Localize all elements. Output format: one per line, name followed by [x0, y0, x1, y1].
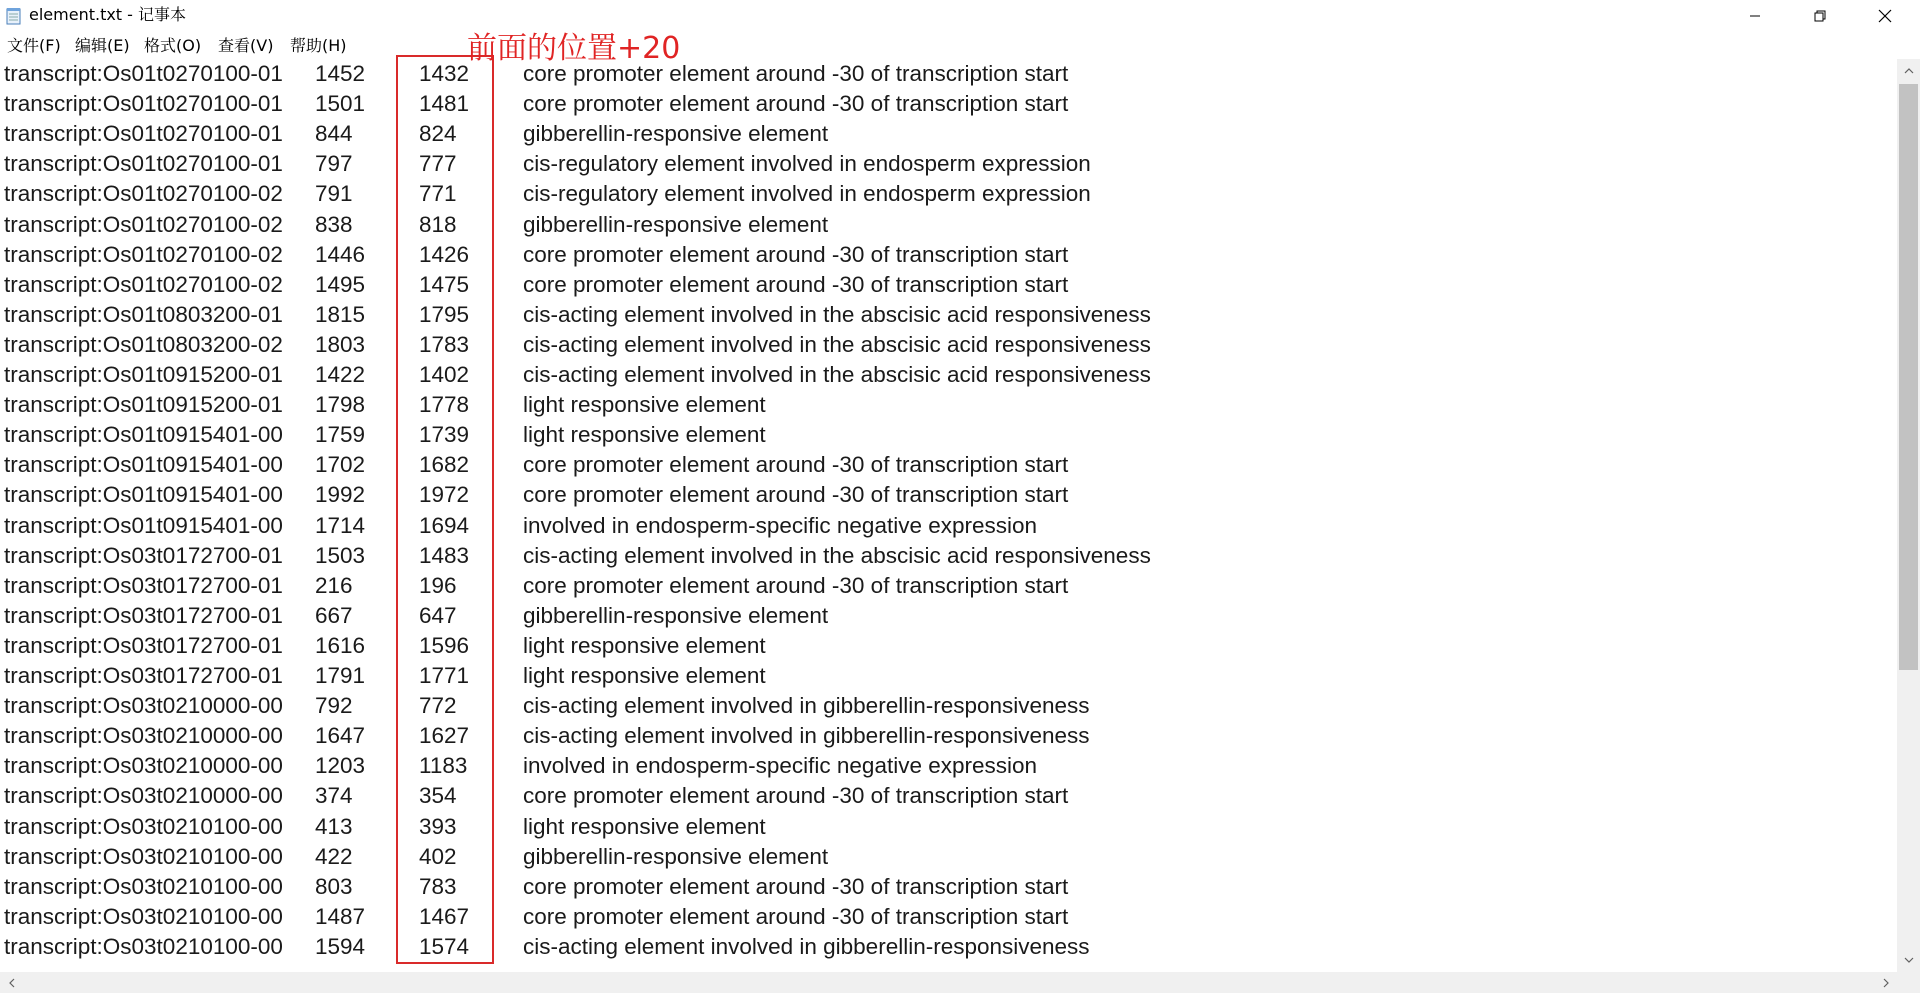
new-position-value: 402 — [419, 843, 457, 869]
transcript-id: transcript:Os03t0172700-01 — [4, 632, 283, 658]
element-description: light responsive element — [523, 663, 766, 688]
scroll-right-arrow-icon[interactable] — [1874, 972, 1897, 993]
transcript-id: transcript:Os01t0270100-02 — [4, 181, 283, 207]
minimize-icon — [1749, 10, 1761, 22]
text-line — [0, 300, 1897, 330]
text-line — [0, 751, 1897, 781]
position-value: 374 — [315, 783, 353, 809]
position-value: 1992 — [315, 482, 366, 508]
position-value: 1616 — [315, 632, 366, 658]
text-line — [0, 450, 1897, 480]
maximize-button[interactable] — [1788, 0, 1852, 31]
transcript-id: transcript:Os03t0210100-00 — [4, 843, 283, 869]
menu-format[interactable]: 格式(O) — [144, 36, 202, 55]
transcript-id: transcript:Os03t0172700-01 — [4, 542, 283, 568]
new-position-value: 354 — [419, 783, 457, 809]
new-position-value: 1783 — [419, 331, 470, 357]
new-position-value: 1795 — [419, 301, 470, 327]
scroll-down-arrow-icon[interactable] — [1897, 950, 1920, 970]
element-description: core promoter element around -30 of transcription start — [523, 873, 1069, 899]
text-line — [0, 270, 1897, 300]
position-value: 1487 — [315, 903, 366, 929]
new-position-value: 1739 — [419, 422, 470, 448]
position-value: 1446 — [315, 241, 366, 267]
text-line — [0, 842, 1897, 872]
text-editor-area[interactable] — [0, 59, 1897, 972]
text-line — [0, 179, 1897, 209]
window-title: element.txt - 记事本 — [29, 5, 187, 24]
text-line — [0, 330, 1897, 360]
scroll-left-arrow-icon[interactable] — [0, 972, 23, 993]
text-line — [0, 511, 1897, 541]
new-position-value: 824 — [419, 121, 457, 147]
position-value: 792 — [315, 693, 353, 719]
new-position-value: 1694 — [419, 512, 470, 538]
text-line — [0, 360, 1897, 390]
new-position-value: 1778 — [419, 392, 470, 418]
element-description: gibberellin-responsive element — [523, 121, 829, 147]
element-description: light responsive element — [523, 422, 766, 448]
new-position-value: 196 — [419, 572, 457, 598]
new-position-value: 647 — [419, 602, 457, 628]
position-value: 1759 — [315, 422, 366, 448]
transcript-id: transcript:Os01t0270100-02 — [4, 241, 283, 267]
vertical-scroll-thumb[interactable] — [1899, 84, 1918, 670]
new-position-value: 1432 — [419, 61, 470, 86]
transcript-id: transcript:Os03t0210100-00 — [4, 903, 283, 929]
position-value: 422 — [315, 843, 353, 869]
new-position-value: 1627 — [419, 723, 470, 749]
element-description: gibberellin-responsive element — [523, 602, 829, 628]
text-line — [0, 571, 1897, 601]
position-value: 1594 — [315, 933, 366, 959]
text-line — [0, 541, 1897, 571]
new-position-value: 772 — [419, 693, 457, 719]
element-description: cis-acting element involved in the abscisic acid responsiveness — [523, 362, 1151, 387]
close-icon — [1878, 9, 1892, 23]
element-description: cis-acting element involved in gibberellin-responsiveness — [523, 723, 1090, 749]
element-description: core promoter element around -30 of transcription start — [523, 91, 1069, 117]
element-description: cis-acting element involved in the abscisic acid responsiveness — [523, 331, 1151, 357]
position-value: 1452 — [315, 61, 366, 86]
text-line — [0, 932, 1897, 962]
element-description: gibberellin-responsive element — [523, 843, 829, 869]
element-description: light responsive element — [523, 632, 766, 658]
new-position-value: 1402 — [419, 362, 470, 387]
text-line — [0, 781, 1897, 811]
position-value: 1495 — [315, 271, 366, 297]
new-position-value: 818 — [419, 211, 457, 237]
new-position-value: 1682 — [419, 452, 470, 478]
horizontal-scrollbar[interactable] — [0, 972, 1897, 993]
new-position-value: 1426 — [419, 241, 470, 267]
transcript-id: transcript:Os01t0915401-00 — [4, 422, 283, 448]
text-line — [0, 149, 1897, 179]
element-description: core promoter element around -30 of transcription start — [523, 903, 1069, 929]
transcript-id: transcript:Os03t0210000-00 — [4, 783, 283, 809]
position-value: 1647 — [315, 723, 366, 749]
position-value: 838 — [315, 211, 353, 237]
transcript-id: transcript:Os03t0210000-00 — [4, 723, 283, 749]
element-description: core promoter element around -30 of transcription start — [523, 241, 1069, 267]
menu-view[interactable]: 查看(V) — [218, 36, 274, 55]
scroll-up-arrow-icon[interactable] — [1897, 61, 1920, 81]
transcript-id: transcript:Os03t0172700-01 — [4, 572, 283, 598]
element-description: cis-acting element involved in the abscisic acid responsiveness — [523, 542, 1151, 568]
transcript-id: transcript:Os01t0915401-00 — [4, 452, 283, 478]
position-value: 791 — [315, 181, 353, 207]
transcript-id: transcript:Os03t0172700-01 — [4, 663, 283, 688]
transcript-id: transcript:Os03t0210100-00 — [4, 813, 283, 839]
position-value: 1702 — [315, 452, 366, 478]
new-position-value: 1574 — [419, 933, 470, 959]
position-value: 803 — [315, 873, 353, 899]
new-position-value: 777 — [419, 151, 457, 177]
element-description: involved in endosperm-specific negative expression — [523, 512, 1038, 538]
text-line — [0, 721, 1897, 751]
element-description: core promoter element around -30 of transcription start — [523, 572, 1069, 598]
transcript-id: transcript:Os01t0915401-00 — [4, 512, 283, 538]
element-description: core promoter element around -30 of transcription start — [523, 271, 1069, 297]
position-value: 216 — [315, 572, 353, 598]
transcript-id: transcript:Os01t0270100-01 — [4, 151, 283, 177]
restore-icon — [1814, 10, 1826, 22]
transcript-id: transcript:Os01t0915200-01 — [4, 392, 283, 418]
annotation-text: 前面的位置+20 — [467, 31, 681, 66]
text-line — [0, 691, 1897, 721]
element-description: core promoter element around -30 of transcription start — [523, 482, 1069, 508]
text-line — [0, 210, 1897, 240]
text-line — [0, 390, 1897, 420]
position-value: 797 — [315, 151, 353, 177]
new-position-value: 1483 — [419, 542, 470, 568]
position-value: 1501 — [315, 91, 366, 117]
transcript-id: transcript:Os01t0270100-01 — [4, 91, 283, 117]
position-value: 1503 — [315, 542, 366, 568]
transcript-id: transcript:Os01t0803200-02 — [4, 331, 283, 357]
transcript-id: transcript:Os01t0270100-02 — [4, 211, 283, 237]
transcript-id: transcript:Os01t0270100-01 — [4, 121, 283, 147]
position-value: 1815 — [315, 301, 366, 327]
transcript-id: transcript:Os01t0915401-00 — [4, 482, 283, 508]
transcript-id: transcript:Os03t0210100-00 — [4, 873, 283, 899]
position-value: 667 — [315, 602, 353, 628]
menu-edit[interactable]: 编辑(E) — [75, 36, 130, 55]
text-line — [0, 631, 1897, 661]
position-value: 844 — [315, 121, 353, 147]
element-description: light responsive element — [523, 392, 766, 418]
text-line — [0, 872, 1897, 902]
transcript-id: transcript:Os01t0270100-02 — [4, 271, 283, 297]
text-line — [0, 119, 1897, 149]
text-line — [0, 601, 1897, 631]
element-description: light responsive element — [523, 813, 766, 839]
new-position-value: 1475 — [419, 271, 470, 297]
position-value: 1803 — [315, 331, 366, 357]
text-line — [0, 812, 1897, 842]
element-description: gibberellin-responsive element — [523, 211, 829, 237]
transcript-id: transcript:Os03t0210000-00 — [4, 693, 283, 719]
text-line — [0, 89, 1897, 119]
element-description: cis-acting element involved in gibberellin-responsiveness — [523, 933, 1090, 959]
new-position-value: 393 — [419, 813, 457, 839]
transcript-id: transcript:Os01t0803200-01 — [4, 301, 283, 327]
transcript-id: transcript:Os03t0210000-00 — [4, 753, 283, 779]
new-position-value: 1183 — [419, 753, 468, 779]
new-position-value: 1972 — [419, 482, 470, 508]
element-description: core promoter element around -30 of transcription start — [523, 452, 1069, 478]
text-line — [0, 902, 1897, 932]
new-position-value: 783 — [419, 873, 457, 899]
title-bar — [0, 0, 1920, 31]
position-value: 1203 — [315, 753, 366, 779]
position-value: 1798 — [315, 392, 366, 418]
position-value: 1791 — [315, 663, 366, 688]
position-value: 413 — [315, 813, 353, 839]
text-line — [0, 240, 1897, 270]
notepad-icon — [6, 7, 22, 25]
element-description: involved in endosperm-specific negative expression — [523, 753, 1038, 779]
transcript-id: transcript:Os01t0270100-01 — [4, 61, 283, 86]
close-button[interactable] — [1853, 0, 1917, 31]
position-value: 1714 — [315, 512, 366, 538]
element-description: cis-acting element involved in gibberellin-responsiveness — [523, 693, 1090, 719]
text-line — [0, 480, 1897, 510]
element-description: core promoter element around -30 of transcription start — [523, 61, 1069, 86]
element-description: cis-acting element involved in the abscisic acid responsiveness — [523, 301, 1151, 327]
menu-help[interactable]: 帮助(H) — [290, 36, 347, 55]
new-position-value: 1771 — [419, 663, 470, 688]
element-description: core promoter element around -30 of transcription start — [523, 783, 1069, 809]
transcript-id: transcript:Os03t0210100-00 — [4, 933, 283, 959]
text-line — [0, 59, 1897, 89]
element-description: cis-regulatory element involved in endosperm expression — [523, 151, 1091, 177]
new-position-value: 1596 — [419, 632, 470, 658]
text-line — [0, 420, 1897, 450]
transcript-id: transcript:Os01t0915200-01 — [4, 362, 283, 387]
minimize-button[interactable] — [1723, 0, 1787, 31]
scrollbar-corner — [1897, 972, 1920, 993]
new-position-value: 1481 — [419, 91, 470, 117]
transcript-id: transcript:Os03t0172700-01 — [4, 602, 283, 628]
vertical-scrollbar[interactable] — [1897, 59, 1920, 972]
element-description: cis-regulatory element involved in endosperm expression — [523, 181, 1091, 207]
position-value: 1422 — [315, 362, 366, 387]
new-position-value: 771 — [419, 181, 457, 207]
text-line — [0, 661, 1897, 691]
menu-bar — [0, 31, 1920, 59]
menu-file[interactable]: 文件(F) — [7, 36, 61, 55]
new-position-value: 1467 — [419, 903, 470, 929]
